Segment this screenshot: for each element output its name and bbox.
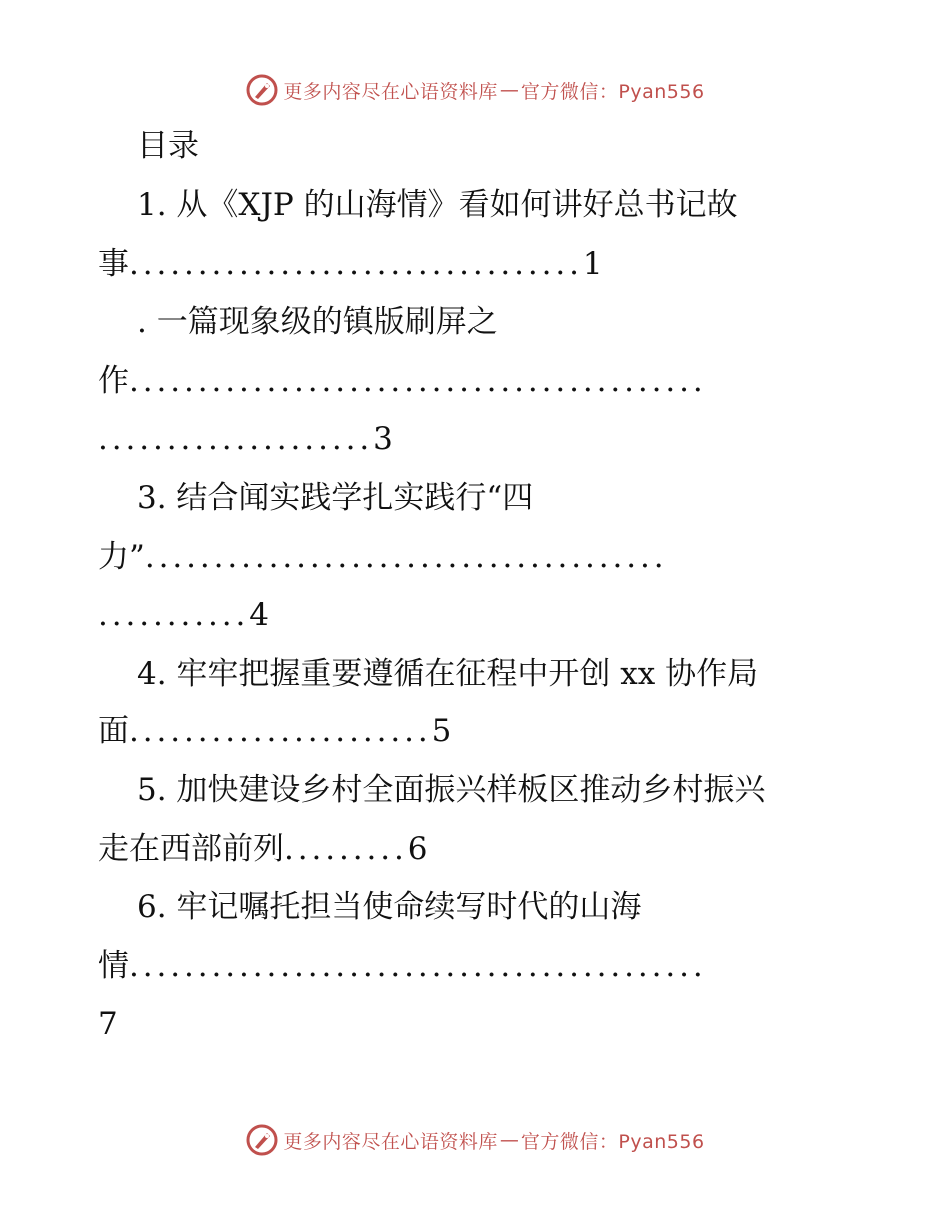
toc-entry-6-line1: 6. 牢记嘱托担当使命续写时代的山海	[137, 889, 642, 925]
toc-leader-dots: ......................................	[144, 539, 668, 575]
toc-entry-text: 力”	[98, 539, 145, 575]
toc-entry-text: 面	[98, 713, 129, 749]
toc-page-number: 5	[431, 713, 452, 749]
toc-entry-2-line2	[0, 361, 950, 401]
toc-entry-5-line1: 5. 加快建设乡村全面振兴样板区推动乡村振兴	[137, 772, 766, 808]
watermark-suffix: 官方微信：Pyan556	[520, 80, 705, 103]
toc-title: 目录	[137, 128, 199, 164]
watermark-separator: —	[499, 1129, 519, 1151]
toc-leader-dots: .........	[284, 831, 408, 867]
toc-leader-dots: ..........................................	[129, 363, 707, 399]
toc-page-number: 1	[582, 246, 603, 282]
toc-entry-6-line3	[0, 1004, 950, 1044]
toc-entry-2-line3	[0, 419, 950, 459]
pen-nib-icon	[245, 73, 279, 107]
toc-page-number: 4	[249, 597, 270, 633]
toc-entry-4-line1: 4. 牢牢把握重要遵循在征程中开创 xx 协作局	[137, 656, 759, 692]
toc-entry-5-line2	[0, 829, 950, 869]
toc-entry-1-line1: 1. 从《XJP 的山海情》看如何讲好总书记故	[137, 187, 738, 223]
toc-entry-text: 走在西部前列	[98, 831, 284, 867]
watermark-suffix: 官方微信：Pyan556	[520, 1130, 705, 1153]
header-watermark	[0, 70, 950, 110]
toc-page-number: 6	[407, 831, 428, 867]
toc-leader-dots: .................................	[129, 246, 583, 282]
watermark-separator: —	[499, 79, 519, 101]
toc-page-number: 3	[373, 421, 393, 457]
toc-leader-dots: ..........................................	[129, 948, 707, 984]
toc-entry-4-line2	[0, 711, 950, 751]
toc-entry-1-line2	[0, 244, 950, 284]
toc-entry-3-line2	[0, 537, 950, 577]
toc-entry-text: 作	[98, 363, 129, 399]
toc-entry-3-line3	[0, 595, 950, 635]
toc-leader-dots: ....................	[98, 421, 374, 457]
toc-entry-text: 事	[98, 246, 129, 282]
pen-nib-icon	[245, 1123, 279, 1157]
toc-leader-dots: ......................	[129, 713, 432, 749]
toc-entry-2-line1: . 一篇现象级的镇版刷屏之	[137, 304, 498, 340]
footer-watermark	[0, 1120, 950, 1160]
toc-entry-6-line2	[0, 946, 950, 986]
toc-entry-3-line1: 3. 结合闻实践学扎实践行“四	[137, 480, 534, 516]
watermark-text: 更多内容尽在心语资料库	[283, 1130, 498, 1153]
watermark-text: 更多内容尽在心语资料库	[283, 80, 498, 103]
toc-entry-text: 情	[98, 948, 129, 984]
toc-leader-dots: ...........	[98, 597, 250, 633]
toc-page-number: 7	[98, 1006, 118, 1042]
